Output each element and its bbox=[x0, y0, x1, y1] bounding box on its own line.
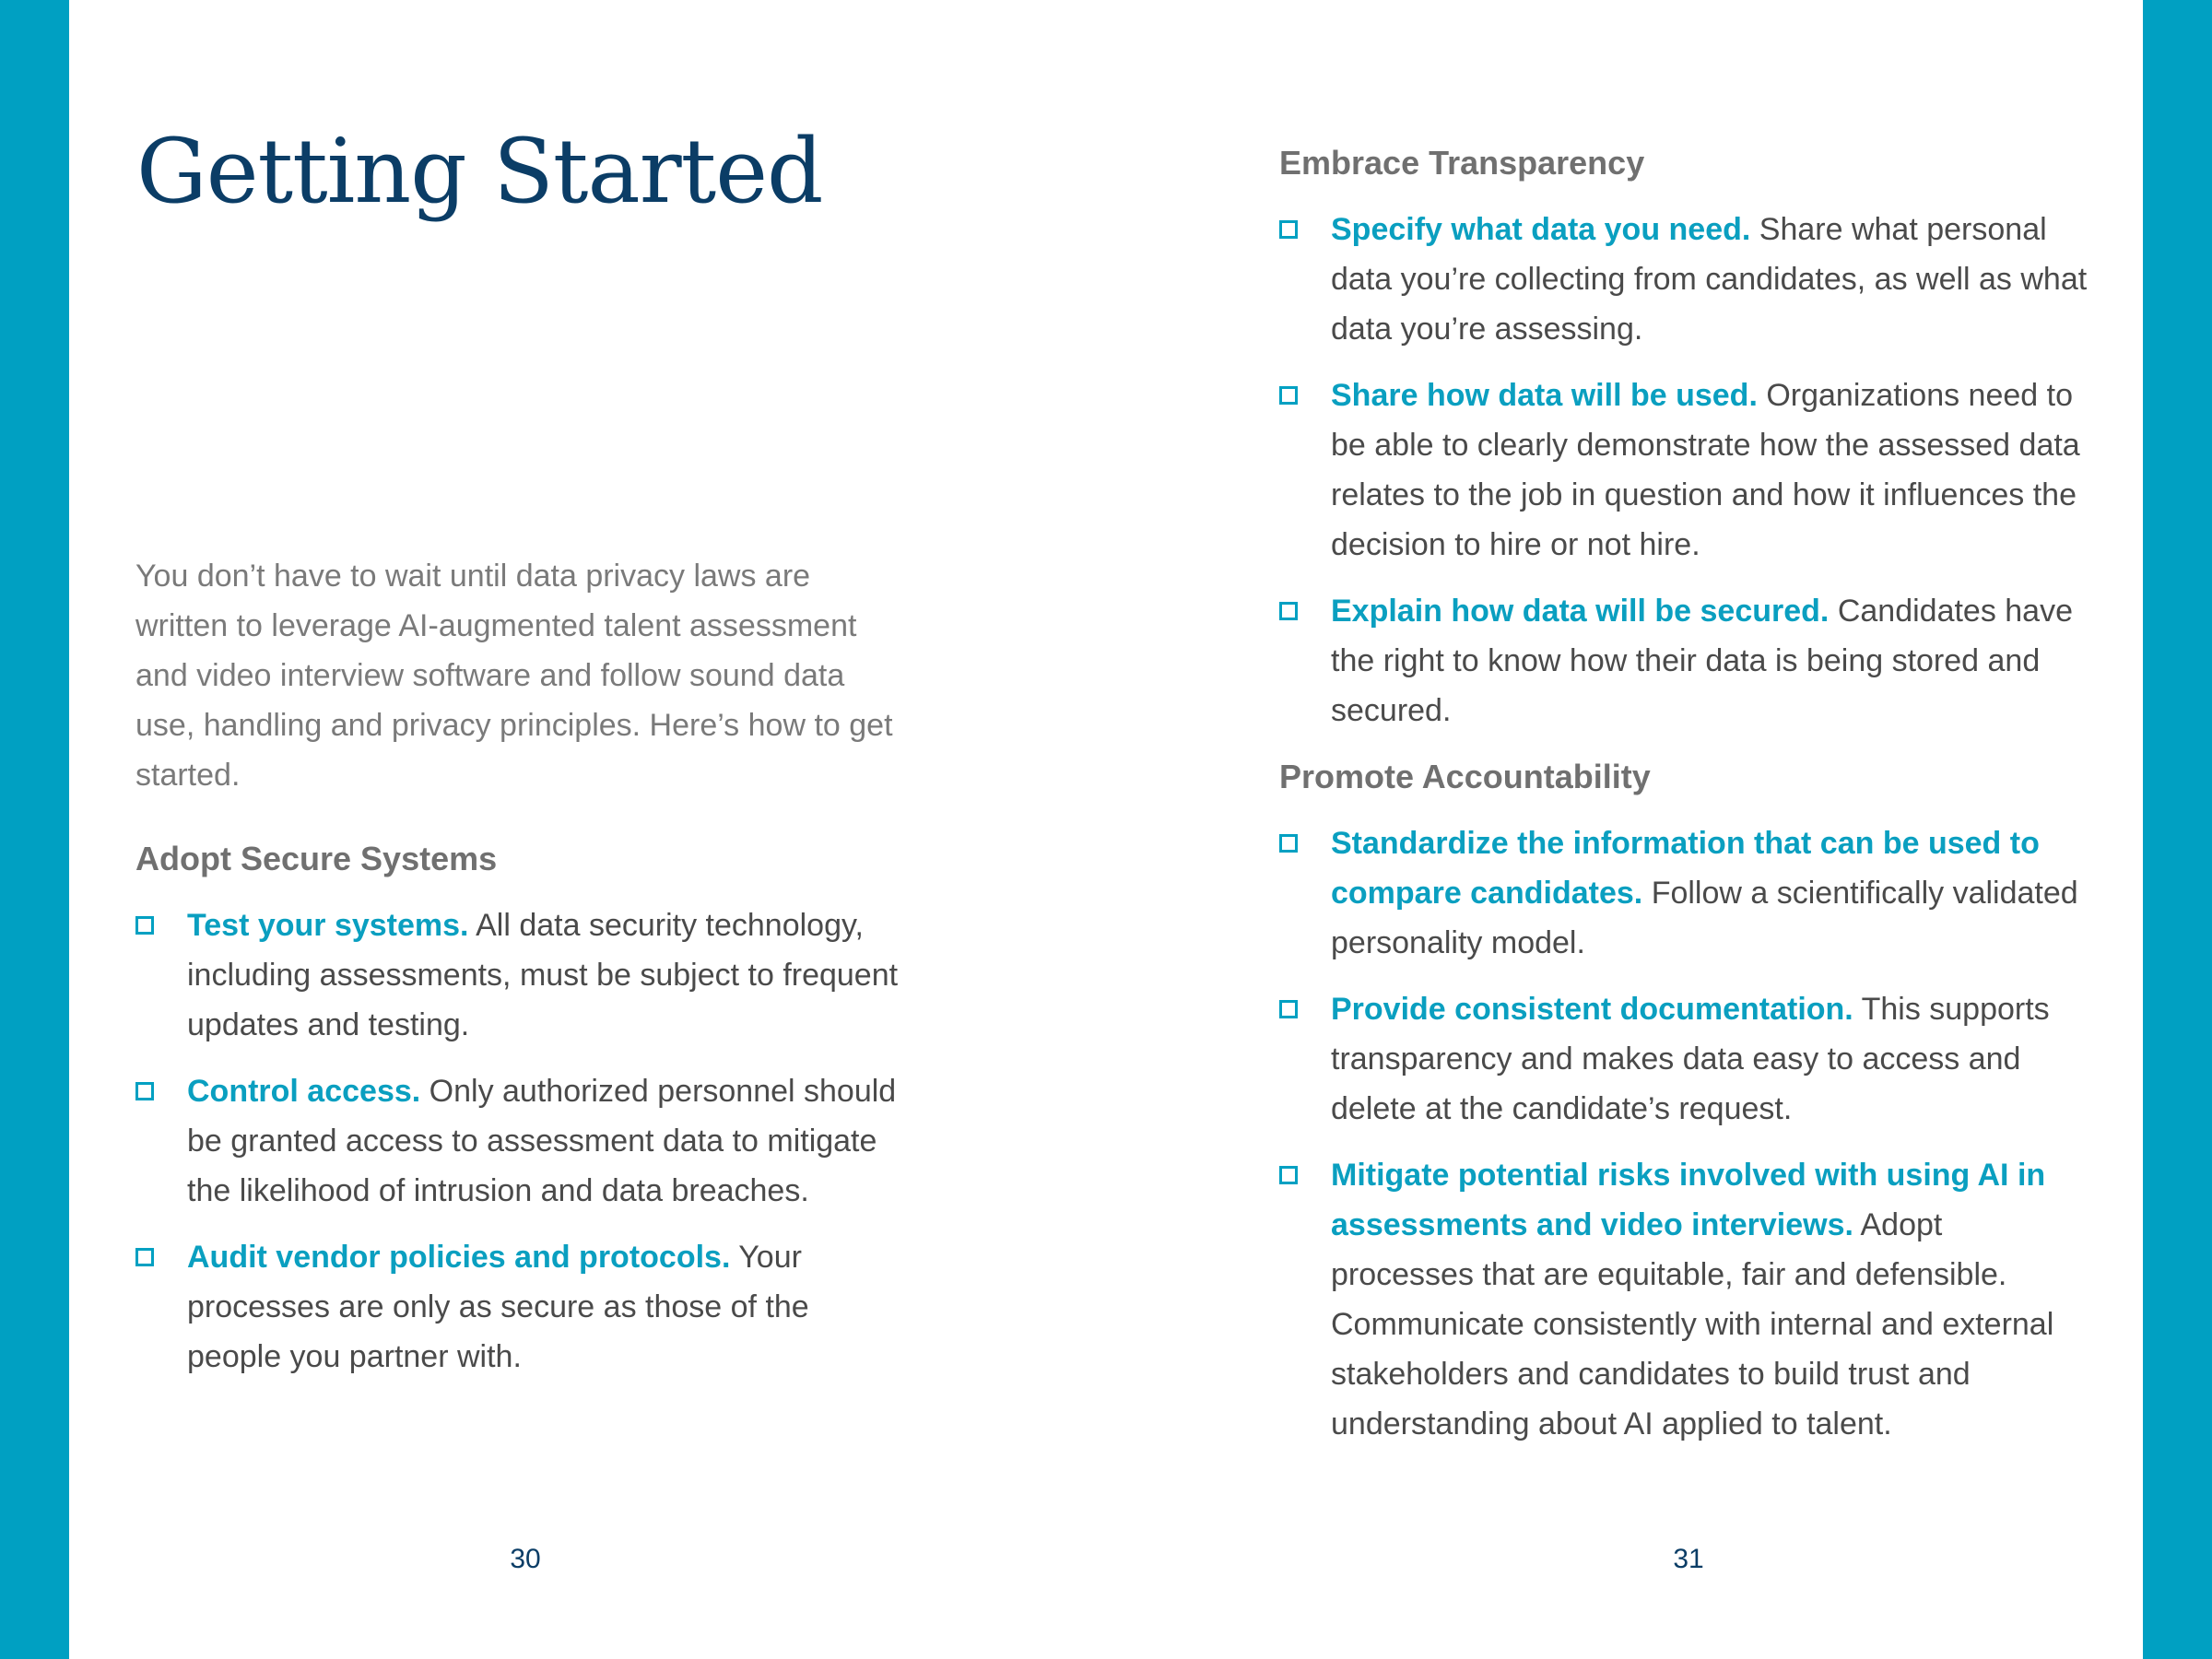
checklist-item bbox=[1279, 371, 2090, 570]
checkbox-icon bbox=[135, 1248, 154, 1266]
adopt-secure-systems-section bbox=[135, 834, 910, 1398]
checkbox-icon bbox=[1279, 386, 1298, 405]
checkbox-icon bbox=[1279, 220, 1298, 239]
checkbox-icon bbox=[1279, 1000, 1298, 1018]
page-number-right: 31 bbox=[1673, 1544, 1704, 1574]
item-lead: Audit vendor policies and protocols. bbox=[187, 1240, 731, 1275]
section-heading: Embrace Transparency bbox=[1279, 144, 1645, 182]
item-lead: Mitigate potential risks involved with using AI in assessments and video interviews. bbox=[1331, 1158, 2046, 1242]
left-margin-bar bbox=[0, 0, 69, 1659]
checklist-item bbox=[1279, 205, 2090, 354]
item-text: Candidates have the right to know how their data is being stored and secured. bbox=[1331, 594, 2074, 728]
checkbox-icon bbox=[135, 1082, 154, 1100]
checklist-item bbox=[1279, 818, 2090, 968]
right-page-content bbox=[1279, 138, 2090, 1465]
item-lead: Test your systems. bbox=[187, 908, 469, 943]
item-text: Adopt processes that are equitable, fair and defensible. Communicate consistently with internal and external stakeholders and candidates to build trust and understanding about AI applied to talent. bbox=[1331, 1207, 2054, 1441]
checklist-item bbox=[135, 1232, 910, 1382]
checklist-item bbox=[1279, 984, 2090, 1134]
item-lead: Explain how data will be secured. bbox=[1331, 594, 1830, 629]
embrace-transparency-section bbox=[1279, 138, 2090, 735]
item-text: Your processes are only as secure as those of the people you partner with. bbox=[187, 1240, 809, 1374]
item-text: Share what personal data you’re collecting from candidates, as well as what data you’re assessing. bbox=[1331, 212, 2088, 347]
intro-paragraph: You don’t have to wait until data privacy laws are written to leverage AI-augmented talent assessment and video interview software and follow sound data use, handling and privacy principles. Here’s how to get started. bbox=[135, 559, 893, 793]
page-number-left: 30 bbox=[510, 1544, 541, 1574]
page-title: Getting Started bbox=[136, 120, 823, 223]
checkbox-icon bbox=[1279, 1166, 1298, 1184]
item-lead: Control access. bbox=[187, 1074, 421, 1109]
item-text: Organizations need to be able to clearly demonstrate how the assessed data relates to the job in question and how it influences the decision to hire or not hire. bbox=[1331, 378, 2080, 562]
item-lead: Provide consistent documentation. bbox=[1331, 992, 1853, 1027]
promote-accountability-section bbox=[1279, 752, 2090, 1449]
item-text: Only authorized personnel should be granted access to assessment data to mitigate the likelihood of intrusion and data breaches. bbox=[187, 1074, 897, 1208]
checkbox-icon bbox=[1279, 834, 1298, 853]
checklist-item bbox=[135, 1066, 910, 1216]
section-heading: Adopt Secure Systems bbox=[135, 840, 498, 877]
checkbox-icon bbox=[1279, 602, 1298, 620]
item-lead: Standardize the information that can be used to compare candidates. bbox=[1331, 826, 2040, 911]
right-margin-bar bbox=[2143, 0, 2212, 1659]
item-text: All data security technology, including assessments, must be subject to frequent updates and testing. bbox=[187, 908, 899, 1042]
checklist-item bbox=[135, 900, 910, 1050]
checkbox-icon bbox=[135, 916, 154, 935]
checklist-item bbox=[1279, 1150, 2090, 1449]
item-lead: Specify what data you need. bbox=[1331, 212, 1751, 247]
checklist-item bbox=[1279, 586, 2090, 735]
section-heading: Promote Accountability bbox=[1279, 758, 1651, 795]
item-text: Follow a scientifically validated personality model. bbox=[1331, 876, 2078, 960]
item-text: This supports transparency and makes data easy to access and delete at the candidate’s request. bbox=[1331, 992, 2050, 1126]
item-lead: Share how data will be used. bbox=[1331, 378, 1758, 413]
